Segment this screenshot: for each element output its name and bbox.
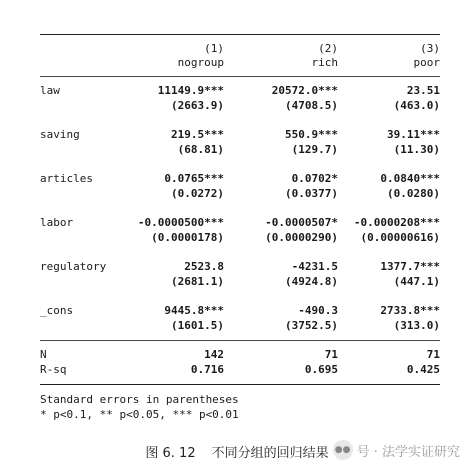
caption-number: 图 6. 12 bbox=[145, 446, 196, 461]
row-label: saving bbox=[40, 128, 80, 141]
note-significance: * p<0.1, ** p<0.05, *** p<0.01 bbox=[40, 408, 239, 421]
col-2-name: rich bbox=[311, 56, 338, 69]
coef-cell: 1377.7*** bbox=[380, 260, 440, 273]
se-cell: (129.7) bbox=[291, 143, 338, 156]
coef-cell: 11149.9*** bbox=[157, 84, 224, 97]
se-cell: (313.0) bbox=[393, 319, 440, 332]
row-label: law bbox=[40, 84, 60, 97]
bottom-rule bbox=[40, 384, 440, 385]
coef-cell: 0.0765*** bbox=[164, 172, 224, 185]
coef-cell: -4231.5 bbox=[291, 260, 338, 273]
stat-value: 0.425 bbox=[406, 363, 440, 376]
se-cell: (2681.1) bbox=[171, 275, 224, 288]
coef-cell: -0.0000507* bbox=[265, 216, 338, 229]
coef-cell: 20572.0*** bbox=[271, 84, 338, 97]
coef-cell: 550.9*** bbox=[285, 128, 338, 141]
coef-cell: 9445.8*** bbox=[164, 304, 224, 317]
col-1-number: (1) bbox=[204, 42, 224, 55]
se-cell: (0.0000178) bbox=[151, 231, 224, 244]
coef-cell: -490.3 bbox=[298, 304, 338, 317]
top-rule bbox=[40, 34, 440, 35]
coef-cell: 23.51 bbox=[406, 84, 440, 97]
row-label: articles bbox=[40, 172, 93, 185]
se-cell: (0.00000616) bbox=[360, 231, 440, 244]
se-cell: (3752.5) bbox=[285, 319, 338, 332]
coef-cell: 219.5*** bbox=[171, 128, 224, 141]
col-2-number: (2) bbox=[318, 42, 338, 55]
col-3-number: (3) bbox=[420, 42, 440, 55]
stat-value: 0.695 bbox=[304, 363, 338, 376]
coef-cell: 0.0840*** bbox=[380, 172, 440, 185]
se-cell: (2663.9) bbox=[171, 99, 224, 112]
row-label: labor bbox=[40, 216, 74, 229]
stat-value: 71 bbox=[324, 348, 338, 361]
row-label: _cons bbox=[40, 304, 74, 317]
stat-label: R-sq bbox=[40, 363, 67, 376]
se-cell: (4708.5) bbox=[285, 99, 338, 112]
se-cell: (1601.5) bbox=[171, 319, 224, 332]
coef-cell: 2523.8 bbox=[184, 260, 224, 273]
stat-value: 0.716 bbox=[190, 363, 224, 376]
col-1-name: nogroup bbox=[177, 56, 224, 69]
stats-rule bbox=[40, 340, 440, 341]
se-cell: (447.1) bbox=[393, 275, 440, 288]
coef-cell: 0.0702* bbox=[291, 172, 338, 185]
se-cell: (463.0) bbox=[393, 99, 440, 112]
se-cell: (4924.8) bbox=[285, 275, 338, 288]
row-label: regulatory bbox=[40, 260, 107, 273]
se-cell: (0.0000290) bbox=[265, 231, 338, 244]
watermark-text: 号 · 法学实证研究 bbox=[356, 444, 460, 460]
se-cell: (11.30) bbox=[393, 143, 440, 156]
coef-cell: 39.11*** bbox=[387, 128, 440, 141]
col-3-name: poor bbox=[413, 56, 440, 69]
wechat-official-account-icon: ●● bbox=[333, 440, 353, 460]
se-cell: (0.0280) bbox=[387, 187, 440, 200]
header-rule bbox=[40, 76, 440, 77]
se-cell: (68.81) bbox=[177, 143, 224, 156]
coef-cell: 2733.8*** bbox=[380, 304, 440, 317]
caption-text: 不同分组的回归结果 bbox=[211, 446, 329, 461]
coef-cell: -0.0000500*** bbox=[137, 216, 224, 229]
coef-cell: -0.0000208*** bbox=[353, 216, 440, 229]
stat-value: 142 bbox=[204, 348, 224, 361]
stat-label: N bbox=[40, 348, 47, 361]
se-cell: (0.0377) bbox=[285, 187, 338, 200]
watermark bbox=[333, 440, 460, 460]
note-standard-errors: Standard errors in parentheses bbox=[40, 393, 239, 406]
stat-value: 71 bbox=[426, 348, 440, 361]
se-cell: (0.0272) bbox=[171, 187, 224, 200]
